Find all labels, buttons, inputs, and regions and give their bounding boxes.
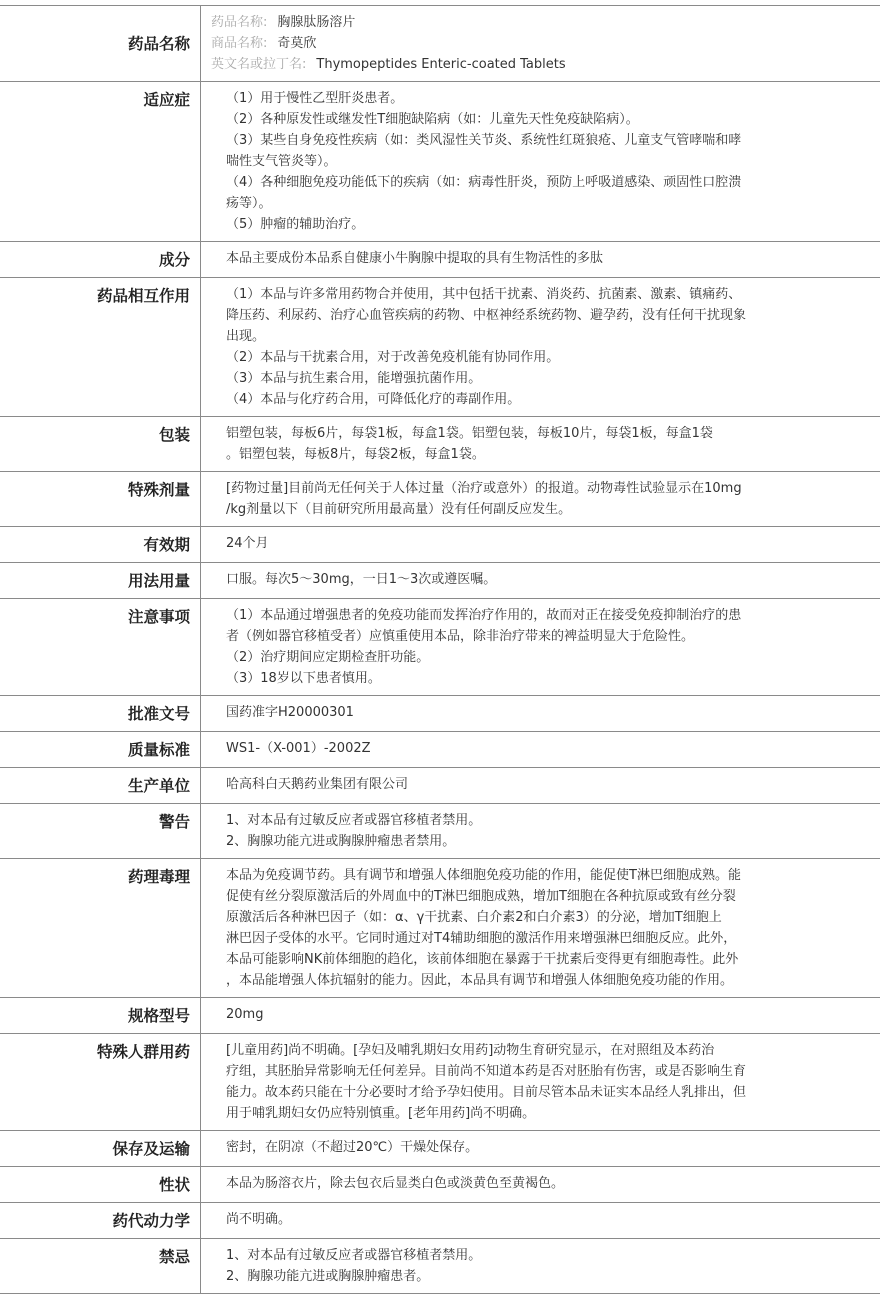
approval-line: 国药准字H20000301	[226, 702, 790, 723]
drug-name-label: 药品名称	[0, 6, 201, 82]
appearance-label: 性状	[0, 1167, 201, 1203]
contraindications-label: 禁忌	[0, 1239, 201, 1294]
standard-line: WS1-（X-001）-2002Z	[226, 738, 790, 759]
drug-name-values	[201, 6, 880, 82]
row-approval	[0, 696, 880, 732]
standard-label: 质量标准	[0, 732, 201, 768]
interactions-value	[201, 278, 880, 417]
indications-line: （1）用于慢性乙型肝炎患者。	[226, 88, 790, 109]
row-packaging	[0, 417, 880, 472]
special-population-line: 用于哺乳期妇女仍应特别慎重。[老年用药]尚不明确。	[226, 1103, 790, 1124]
warning-value	[201, 804, 880, 859]
specification-value	[201, 998, 880, 1034]
interactions-line: 降压药、利尿药、治疗心血管疾病的药物、中枢神经系统药物、避孕药，没有任何干扰现象	[226, 305, 790, 326]
row-validity	[0, 527, 880, 563]
approval-value	[201, 696, 880, 732]
row-appearance	[0, 1167, 880, 1203]
indications-line: （4）各种细胞免疫功能低下的疾病（如：病毒性肝炎，预防上呼吸道感染、顽固性口腔溃	[226, 172, 790, 193]
row-pharmacokinetics	[0, 1203, 880, 1239]
validity-value	[201, 527, 880, 563]
row-drug-name	[0, 6, 880, 82]
english-name-value: Thymopeptides Enteric-coated Tablets	[316, 57, 565, 72]
validity-label: 有效期	[0, 527, 201, 563]
row-standard	[0, 732, 880, 768]
precautions-value	[201, 599, 880, 696]
row-special-population	[0, 1034, 880, 1131]
pharmacokinetics-value	[201, 1203, 880, 1239]
packaging-value	[201, 417, 880, 472]
row-overdose	[0, 472, 880, 527]
interactions-line: （3）本品与抗生素合用，能增强抗菌作用。	[226, 368, 790, 389]
precautions-line: （1）本品通过增强患者的免疫功能而发挥治疗作用的，故而对正在接受免疫抑制治疗的患	[226, 605, 790, 626]
row-indications	[0, 82, 880, 242]
row-ingredients	[0, 242, 880, 278]
trade-name-value: 奇莫欣	[277, 36, 316, 51]
approval-label: 批准文号	[0, 696, 201, 732]
ingredients-label: 成分	[0, 242, 201, 278]
drug-spec-table	[0, 5, 880, 1294]
packaging-label: 包装	[0, 417, 201, 472]
trade-name-key: 商品名称:	[211, 36, 267, 51]
contraindications-line: 2、胸腺功能亢进或胸腺肿瘤患者。	[226, 1266, 790, 1287]
special-population-line: 疗组，其胚胎异常影响无任何差异。目前尚不知道本药是否对胚胎有伤害，或是否影响生育	[226, 1061, 790, 1082]
row-manufacturer	[0, 768, 880, 804]
indications-line: 疡等）。	[226, 193, 790, 214]
interactions-line: （2）本品与干扰素合用，对于改善免疫机能有协同作用。	[226, 347, 790, 368]
row-specification	[0, 998, 880, 1034]
validity-line: 24个月	[226, 533, 790, 554]
contraindications-line: 1、对本品有过敏反应者或器官移植者禁用。	[226, 1245, 790, 1266]
generic-name-key: 药品名称:	[211, 15, 267, 30]
row-warning	[0, 804, 880, 859]
row-pharmacology	[0, 859, 880, 998]
pharmacology-label: 药理毒理	[0, 859, 201, 998]
packaging-line: 。铝塑包装，每板8片，每袋2板，每盒1袋。	[226, 444, 790, 465]
row-storage	[0, 1131, 880, 1167]
special-population-label: 特殊人群用药	[0, 1034, 201, 1131]
manufacturer-line: 哈高科白天鹅药业集团有限公司	[226, 774, 790, 795]
storage-line: 密封，在阴凉（不超过20℃）干燥处保存。	[226, 1137, 790, 1158]
row-dosage	[0, 563, 880, 599]
specification-label: 规格型号	[0, 998, 201, 1034]
row-contraindications	[0, 1239, 880, 1294]
precautions-line: 者（例如器官移植受者）应慎重使用本品，除非治疗带来的裨益明显大于危险性。	[226, 626, 790, 647]
row-interactions	[0, 278, 880, 417]
special-population-line: [儿童用药]尚不明确。[孕妇及哺乳期妇女用药]动物生育研究显示，在对照组及本药治	[226, 1040, 790, 1061]
overdose-label: 特殊剂量	[0, 472, 201, 527]
trade-name-line	[211, 33, 790, 54]
warning-line: 2、胸腺功能亢进或胸腺肿瘤患者禁用。	[226, 831, 790, 852]
indications-line: （2）各种原发性或继发性T细胞缺陷病（如：儿童先天性免疫缺陷病）。	[226, 109, 790, 130]
storage-value	[201, 1131, 880, 1167]
indications-label: 适应症	[0, 82, 201, 242]
appearance-value	[201, 1167, 880, 1203]
precautions-line: （2）治疗期间应定期检查肝功能。	[226, 647, 790, 668]
indications-line: 喘性支气管炎等）。	[226, 151, 790, 172]
generic-name-line	[211, 12, 790, 33]
pharmacokinetics-line: 尚不明确。	[226, 1209, 790, 1230]
warning-label: 警告	[0, 804, 201, 859]
generic-name-value: 胸腺肽肠溶片	[277, 15, 355, 30]
interactions-line: 出现。	[226, 326, 790, 347]
manufacturer-value	[201, 768, 880, 804]
english-name-key: 英文名或拉丁名:	[211, 57, 306, 72]
overdose-line: /kg剂量以下（目前研究所用最高量）没有任何副反应发生。	[226, 499, 790, 520]
storage-label: 保存及运输	[0, 1131, 201, 1167]
packaging-line: 铝塑包装，每板6片，每袋1板，每盒1袋。铝塑包装，每板10片，每袋1板，每盒1袋	[226, 423, 790, 444]
pharmacology-line: 淋巴因子受体的水平。它同时通过对T4辅助细胞的激活作用来增强淋巴细胞反应。此外，	[226, 928, 790, 949]
indications-line: （5）肿瘤的辅助治疗。	[226, 214, 790, 235]
pharmacology-value	[201, 859, 880, 998]
dosage-value	[201, 563, 880, 599]
ingredients-value	[201, 242, 880, 278]
precautions-label: 注意事项	[0, 599, 201, 696]
row-precautions	[0, 599, 880, 696]
interactions-line: （1）本品与许多常用药物合并使用，其中包括干扰素、消炎药、抗菌素、激素、镇痛药、	[226, 284, 790, 305]
precautions-line: （3）18岁以下患者慎用。	[226, 668, 790, 689]
warning-line: 1、对本品有过敏反应者或器官移植者禁用。	[226, 810, 790, 831]
interactions-label: 药品相互作用	[0, 278, 201, 417]
pharmacology-line: 原激活后各种淋巴因子（如：α、γ干扰素、白介素2和白介素3）的分泌，增加T细胞上	[226, 907, 790, 928]
english-name-line	[211, 54, 790, 75]
overdose-line: [药物过量]目前尚无任何关于人体过量（治疗或意外）的报道。动物毒性试验显示在10mg	[226, 478, 790, 499]
pharmacology-line: 本品可能影响NK前体细胞的趋化，该前体细胞在暴露于干扰素后变得更有细胞毒性。此外	[226, 949, 790, 970]
pharmacology-line: 本品为免疫调节药。具有调节和增强人体细胞免疫功能的作用，能促使T淋巴细胞成熟。能	[226, 865, 790, 886]
special-population-line: 能力。故本药只能在十分必要时才给予孕妇使用。目前尽管本品未证实本品经人乳排出，但	[226, 1082, 790, 1103]
dosage-line: 口服。每次5～30mg，一日1～3次或遵医嘱。	[226, 569, 790, 590]
manufacturer-label: 生产单位	[0, 768, 201, 804]
pharmacology-line: 促使有丝分裂原激活后的外周血中的T淋巴细胞成熟，增加T细胞在各种抗原或致有丝分裂	[226, 886, 790, 907]
ingredients-line: 本品主要成份本品系自健康小牛胸腺中提取的具有生物活性的多肽	[226, 248, 790, 269]
pharmacokinetics-label: 药代动力学	[0, 1203, 201, 1239]
overdose-value	[201, 472, 880, 527]
contraindications-value	[201, 1239, 880, 1294]
indications-line: （3）某些自身免疫性疾病（如：类风湿性关节炎、系统性红斑狼疮、儿童支气管哮喘和哮	[226, 130, 790, 151]
standard-value	[201, 732, 880, 768]
indications-value	[201, 82, 880, 242]
specification-line: 20mg	[226, 1004, 790, 1025]
interactions-line: （4）本品与化疗药合用，可降低化疗的毒副作用。	[226, 389, 790, 410]
special-population-value	[201, 1034, 880, 1131]
appearance-line: 本品为肠溶衣片，除去包衣后显类白色或淡黄色至黄褐色。	[226, 1173, 790, 1194]
pharmacology-line: ，本品能增强人体抗辐射的能力。因此，本品具有调节和增强人体细胞免疫功能的作用。	[226, 970, 790, 991]
dosage-label: 用法用量	[0, 563, 201, 599]
